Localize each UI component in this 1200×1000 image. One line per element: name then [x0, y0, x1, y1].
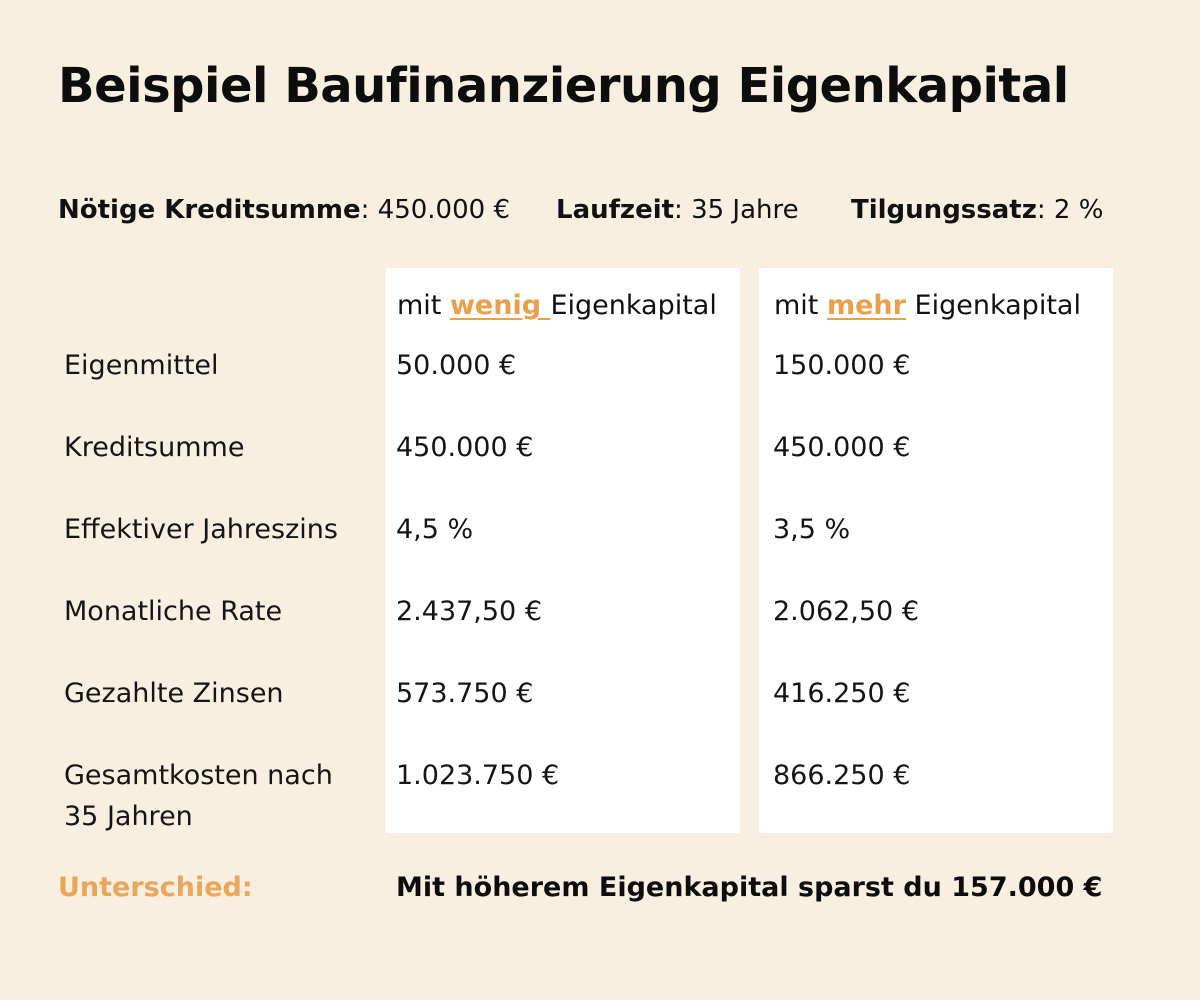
row-label-eigenmittel: Eigenmittel — [64, 350, 219, 381]
repayment-label: Tilgungssatz — [851, 195, 1037, 225]
column-header-suffix: Eigenkapital — [550, 290, 717, 321]
row-label-kreditsumme: Kreditsumme — [64, 432, 245, 463]
column-header-low-equity — [397, 290, 717, 321]
row-label-monatliche-rate: Monatliche Rate — [64, 596, 283, 627]
column-header-high-equity — [774, 290, 1081, 321]
term-param: Laufzeit: 35 Jahre — [556, 195, 799, 225]
column-header-suffix: Eigenkapital — [905, 290, 1081, 321]
term-value: 35 Jahre — [691, 195, 799, 225]
cell-low-kreditsumme: 450.000 € — [396, 432, 534, 463]
cell-high-gesamtkosten: 866.250 € — [773, 760, 911, 791]
term-label: Laufzeit — [556, 195, 675, 225]
column-header-highlight: mehr — [826, 290, 906, 321]
difference-text: Mit höherem Eigenkapital sparst du 157.000 € — [396, 872, 1103, 903]
cell-high-eigenmittel: 150.000 € — [773, 350, 911, 381]
difference-label: Unterschied: — [58, 872, 253, 903]
column-header-highlight: wenig — [449, 290, 551, 321]
cell-high-jahreszins: 3,5 % — [773, 514, 851, 545]
repayment-param: Tilgungssatz: 2 % — [851, 195, 1104, 225]
credit-sum-param: Nötige Kreditsumme: 450.000 € — [58, 195, 510, 225]
row-label-jahreszins: Effektiver Jahreszins — [64, 514, 338, 545]
cell-high-gezahlte-zinsen: 416.250 € — [773, 678, 911, 709]
page-title: Beispiel Baufinanzierung Eigenkapital — [58, 58, 1069, 114]
row-label-gesamtkosten: Gesamtkosten nach 35 Jahren — [64, 760, 333, 832]
cell-low-jahreszins: 4,5 % — [396, 514, 474, 545]
column-header-prefix: mit — [774, 290, 827, 321]
column-header-prefix: mit — [397, 290, 450, 321]
cell-low-eigenmittel: 50.000 € — [396, 350, 517, 381]
cell-low-monatliche-rate: 2.437,50 € — [396, 596, 542, 627]
row-label-gezahlte-zinsen: Gezahlte Zinsen — [64, 678, 284, 709]
cell-high-kreditsumme: 450.000 € — [773, 432, 911, 463]
credit-sum-value: 450.000 € — [377, 195, 510, 225]
cell-low-gezahlte-zinsen: 573.750 € — [396, 678, 534, 709]
cell-high-monatliche-rate: 2.062,50 € — [773, 596, 919, 627]
credit-sum-label: Nötige Kreditsumme — [58, 195, 361, 225]
repayment-value: 2 % — [1053, 195, 1104, 225]
cell-low-gesamtkosten: 1.023.750 € — [396, 760, 560, 791]
